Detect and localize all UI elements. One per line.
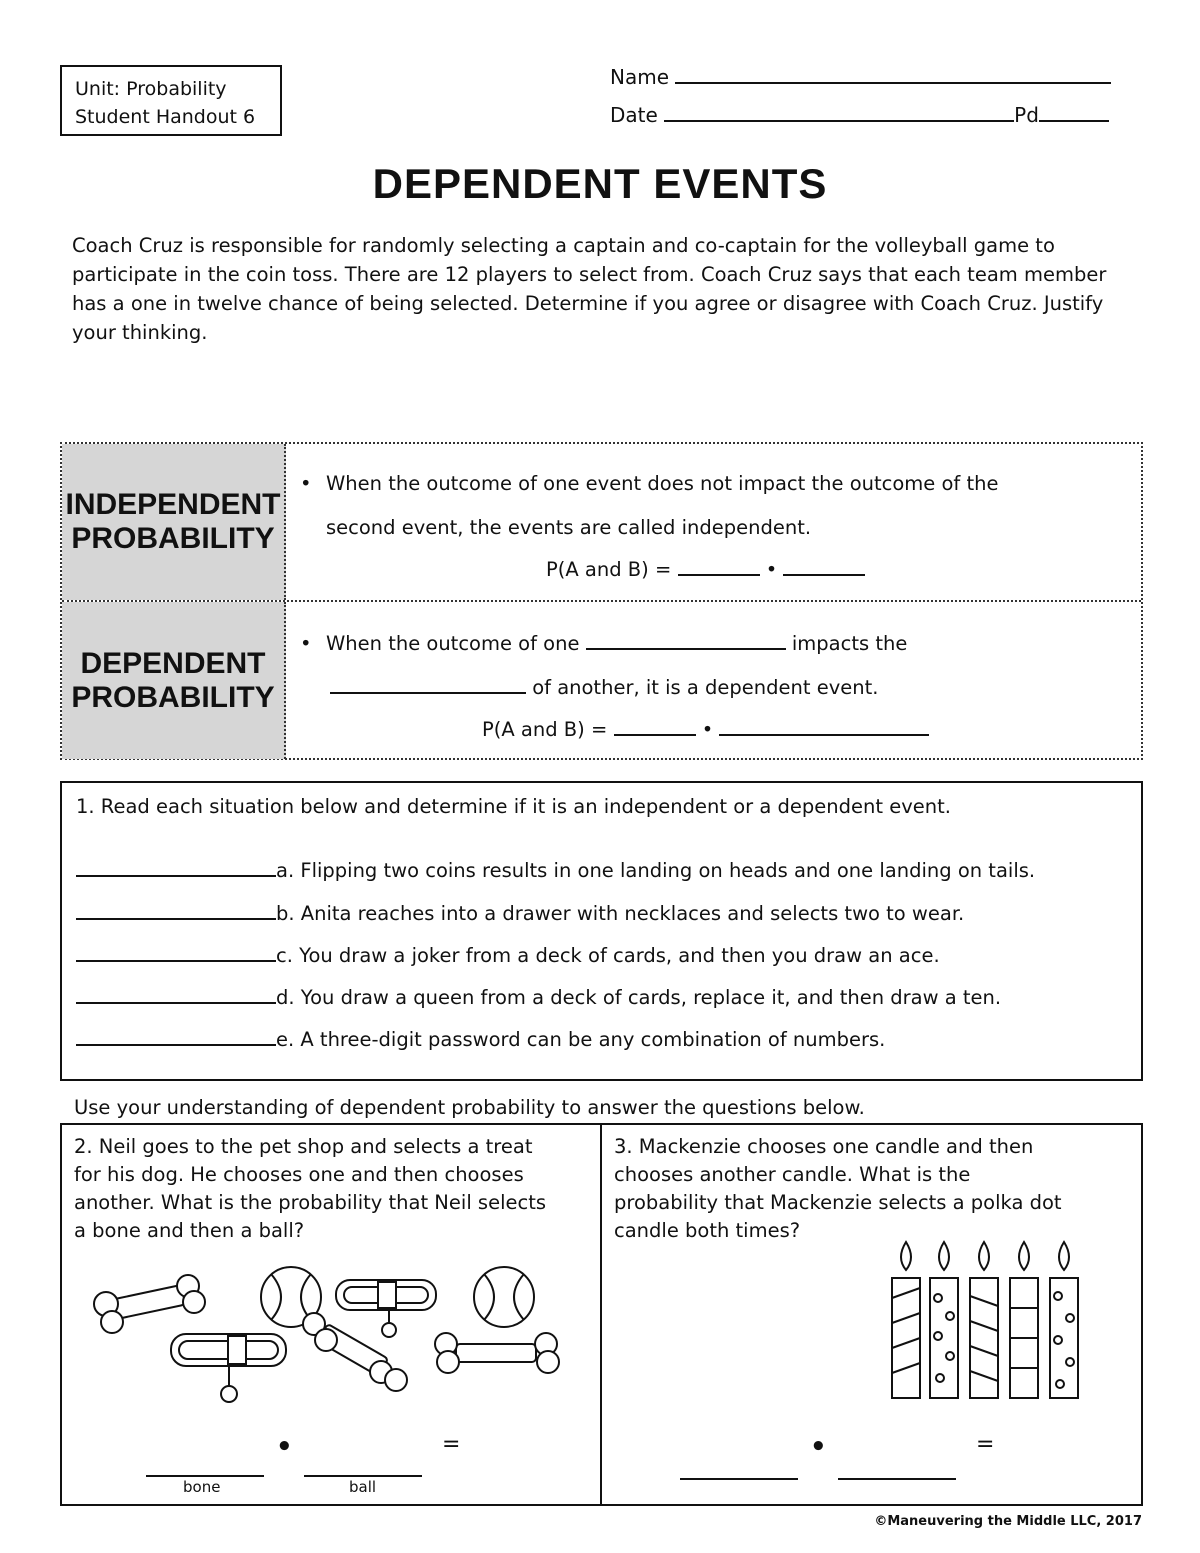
q2-label-ball: ball <box>349 1478 377 1496</box>
bone-icon <box>94 1275 205 1333</box>
unit-box <box>60 65 282 136</box>
handout-label: Student Handout 6 <box>75 106 256 128</box>
item-a-text: a. Flipping two coins results in one landing on heads and one landing on tails. <box>276 859 1036 882</box>
q3-blank-2[interactable] <box>838 1478 956 1480</box>
q3-line: chooses another candle. What is the <box>614 1163 971 1186</box>
q3-equals: = <box>976 1432 995 1457</box>
candle-icon <box>892 1242 920 1398</box>
dependent-label-line1: DEPENDENT <box>80 646 266 680</box>
q3-line: probability that Mackenzie selects a polka dot <box>614 1191 1062 1214</box>
independent-line2: second event, the events are called independent. <box>326 516 812 539</box>
pd-label: Pd <box>1014 103 1039 127</box>
formula-blank-1[interactable] <box>614 734 696 736</box>
question-1-item-c <box>76 944 940 967</box>
dependent-line2 <box>330 676 878 699</box>
date-row <box>610 102 1109 127</box>
candle-icon <box>970 1242 998 1398</box>
q2-line: for his dog. He chooses one and then chooses <box>74 1163 524 1186</box>
question-1-item-e <box>76 1028 885 1051</box>
formula-label: P(A and B) = <box>482 718 608 741</box>
collar-icon <box>336 1280 436 1337</box>
candle-icon <box>1050 1242 1078 1398</box>
answer-blank-c[interactable] <box>76 960 276 962</box>
dependent-line1-a: When the outcome of one <box>326 632 580 655</box>
bullet: • <box>300 472 312 495</box>
dependent-line1 <box>326 632 907 655</box>
name-field[interactable] <box>675 64 1111 84</box>
formula-blank-1[interactable] <box>678 574 760 576</box>
independent-formula <box>546 558 865 581</box>
answer-blank-a[interactable] <box>76 875 276 877</box>
formula-label: P(A and B) = <box>546 558 672 581</box>
formula-blank-2[interactable] <box>783 574 865 576</box>
q2-line: 2. Neil goes to the pet shop and selects a treat <box>74 1135 533 1158</box>
name-row <box>610 64 1111 89</box>
copyright-footer: ©Maneuvering the Middle LLC, 2017 <box>874 1514 1142 1529</box>
candle-icon <box>1010 1242 1038 1398</box>
collar-icon <box>171 1334 286 1402</box>
pd-field[interactable] <box>1039 102 1109 122</box>
question-2-text <box>74 1133 546 1245</box>
formula-blank-2[interactable] <box>719 734 929 736</box>
independent-row <box>62 444 1141 602</box>
dependent-formula <box>482 718 929 741</box>
date-field[interactable] <box>664 102 1014 122</box>
q3-dot: • <box>810 1432 827 1462</box>
dependent-line2-text: of another, it is a dependent event. <box>532 676 879 699</box>
unit-label: Unit: Probability <box>75 78 227 100</box>
question-1-item-b <box>76 902 964 925</box>
candle-icon <box>930 1242 958 1398</box>
q2-line: another. What is the probability that Neil selects <box>74 1191 547 1214</box>
q2-dot: • <box>276 1432 293 1462</box>
question-1-item-d <box>76 986 1001 1009</box>
question-1-box <box>60 781 1143 1081</box>
bullet: • <box>300 632 312 655</box>
answer-blank-d[interactable] <box>76 1002 276 1004</box>
q2-equals: = <box>442 1432 461 1457</box>
dependent-line1-b: impacts the <box>791 632 908 655</box>
item-e-text: e. A three-digit password can be any combination of numbers. <box>276 1028 886 1051</box>
answer-blank-b[interactable] <box>76 918 276 920</box>
q3-line: candle both times? <box>614 1219 801 1242</box>
dependent-label-line2: PROBABILITY <box>71 680 275 714</box>
ball-icon <box>474 1267 534 1327</box>
independent-line1: When the outcome of one event does not impact the outcome of the <box>326 472 999 495</box>
q3-line: 3. Mackenzie chooses one candle and then <box>614 1135 1034 1158</box>
item-b-text: b. Anita reaches into a drawer with necklaces and selects two to wear. <box>276 902 965 925</box>
q2-blank-bone[interactable] <box>146 1475 264 1477</box>
intro-paragraph: Coach Cruz is responsible for randomly selecting a captain and co-captain for the volleyball game to participate in the coin toss. There are 12 players to select from. Coach Cruz says that each team member has a one in twelve chance of being selected. Determine if you agree or disagree with Coach Cruz. Justify your thinking. <box>72 234 1107 344</box>
q2-line: a bone and then a ball? <box>74 1219 305 1242</box>
q2-label-bone: bone <box>183 1478 221 1496</box>
dependent-blank-1[interactable] <box>586 648 786 650</box>
multiply-dot: • <box>701 718 714 741</box>
dependent-blank-2[interactable] <box>330 692 526 694</box>
dependent-row <box>62 602 1141 759</box>
q2-blank-ball[interactable] <box>304 1475 422 1477</box>
independent-label-line2: PROBABILITY <box>71 522 275 555</box>
question-3-text <box>614 1133 1062 1245</box>
vocab-box <box>60 442 1143 760</box>
independent-label <box>62 444 286 600</box>
item-d-text: d. You draw a queen from a deck of cards, replace it, and then draw a ten. <box>276 986 1002 1009</box>
instruction-text: Use your understanding of dependent probability to answer the questions below. <box>74 1096 865 1119</box>
page-title: DEPENDENT EVENTS <box>372 160 828 207</box>
dependent-label <box>62 602 286 759</box>
question-1-item-a <box>76 859 1035 882</box>
candles-illustration <box>882 1238 1092 1404</box>
pet-items-illustration <box>86 1262 566 1412</box>
date-label: Date <box>610 103 658 127</box>
name-label: Name <box>610 65 670 89</box>
q3-blank-1[interactable] <box>680 1478 798 1480</box>
question-1-prompt: 1. Read each situation below and determine if it is an independent or a dependent event. <box>76 795 951 818</box>
column-divider <box>600 1123 602 1506</box>
independent-label-line1: INDEPENDENT <box>65 488 281 521</box>
answer-blank-e[interactable] <box>76 1044 276 1046</box>
bone-icon <box>435 1333 559 1373</box>
item-c-text: c. You draw a joker from a deck of cards, and then you draw an ace. <box>276 944 940 967</box>
multiply-dot: • <box>765 558 778 581</box>
